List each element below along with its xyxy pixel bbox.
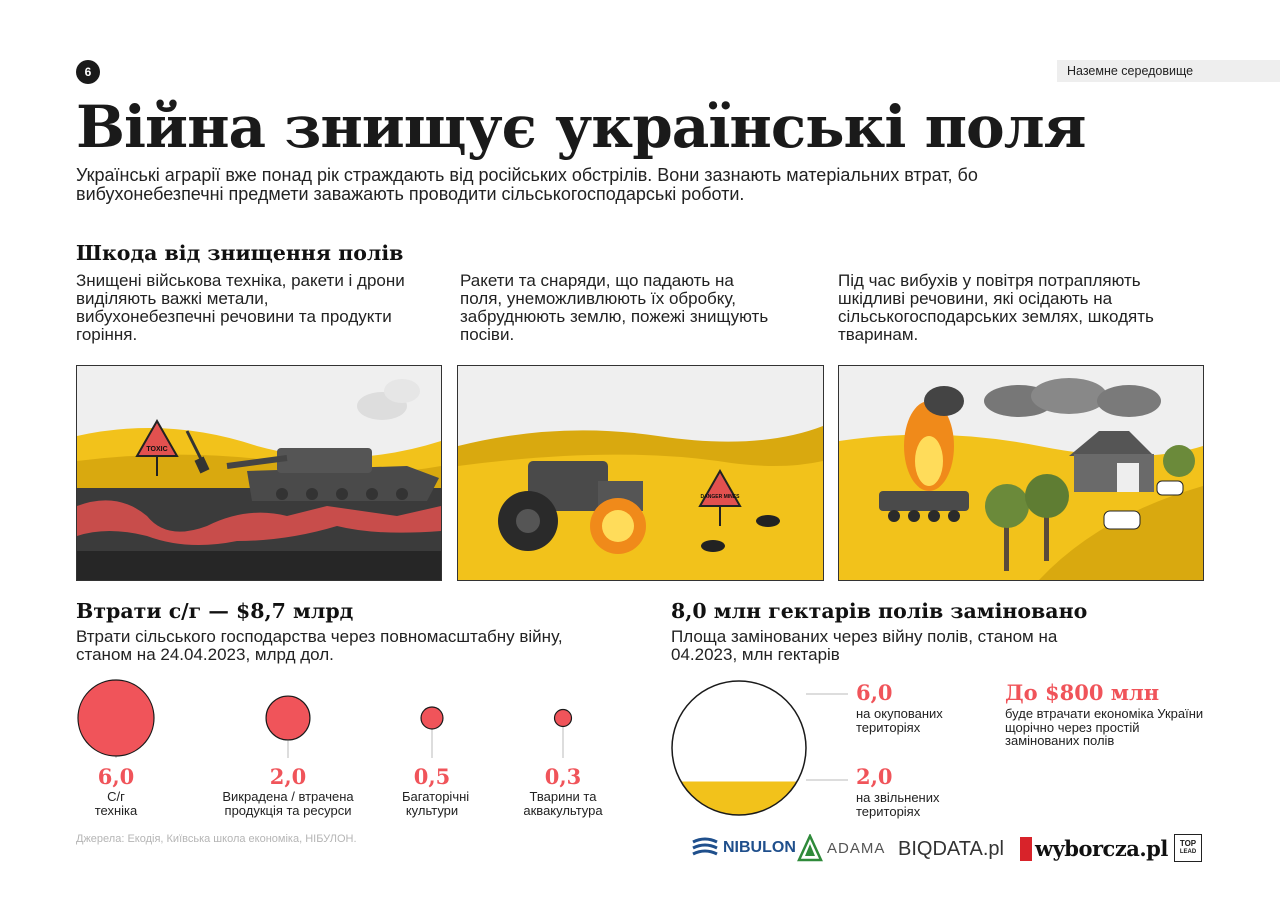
- page-number: 6: [76, 60, 100, 84]
- losses-bubble-chart: [70, 670, 630, 770]
- logo-toplead: [1174, 834, 1202, 862]
- toxic-sign-label: TOXIC: [146, 446, 168, 453]
- occupied-label: на окупованих територіях: [856, 706, 943, 735]
- occupied-value: 6,0: [856, 680, 893, 705]
- bubble-value-2: 2,0: [269, 764, 307, 789]
- liberated-label: на звільнених територіях: [856, 790, 940, 819]
- bubble-label-2: Викрадена / втрачена продукція та ресурси: [222, 789, 354, 818]
- toplead-text-2: LEAD: [1179, 849, 1197, 855]
- mined-heading: 8,0 млн гектарів полів заміновано: [671, 599, 1088, 623]
- logo-wyborcza: [1020, 836, 1168, 861]
- page-title: Війна знищує українські поля: [76, 93, 1086, 161]
- economy-value: До $800 млн: [1005, 680, 1160, 705]
- bubble-3: [421, 707, 443, 729]
- bubble-value-4: 0,3: [544, 764, 582, 789]
- nibulon-text: NIBULON: [723, 839, 796, 856]
- logo-biqdata: BIQDATA.pl: [898, 838, 1004, 860]
- bubble-label-4: Тварини та аквакультура: [523, 789, 603, 818]
- bubble-1: [78, 680, 154, 756]
- bubble-4: [555, 710, 572, 727]
- logo-adama: [797, 834, 885, 862]
- bubble-value-1: 6,0: [97, 764, 135, 789]
- lead-paragraph: Українські аграрії вже понад рік страждають від російських обстрілів. Вони зазнають матеріальних втрат, бо вибухонебезпечні предмети заважають проводити сільськогосподарські роботи.: [76, 165, 978, 204]
- mined-pie-chart: [660, 670, 860, 830]
- illustration-farm: [838, 365, 1204, 581]
- bubble-2: [266, 696, 310, 740]
- danger-sign-label: DANGER MINES: [700, 494, 740, 500]
- illustration-tractor: [457, 365, 824, 581]
- illustration-tank: [76, 365, 442, 581]
- damage-desc-1: Знищені військова техніка, ракети і дрони виділяють важкі метали, вибухонебезпечні речовини та продукти горіння.: [76, 271, 405, 344]
- bubble-value-3: 0,5: [413, 764, 451, 789]
- adama-text: ADAMA: [827, 839, 886, 857]
- wyborcza-text: wyborcza.pl: [1035, 836, 1168, 861]
- section-tag: Наземне середовище: [1057, 60, 1280, 82]
- adama-mark-icon: [797, 834, 823, 862]
- nibulon-mark-icon: [691, 834, 719, 862]
- economy-label: буде втрачати економіка України щорічно через простій замінованих полів: [1005, 706, 1204, 748]
- losses-heading: Втрати с/г — $8,7 млрд: [76, 599, 354, 623]
- bubble-label-3: Багаторічні культури: [402, 789, 470, 818]
- damage-desc-3: Під час вибухів у повітря потрапляють шкідливі речовини, які осідають на сільськогосподарських землях, шкодять тваринам.: [838, 271, 1154, 344]
- damage-heading: Шкода від знищення полів: [76, 241, 404, 265]
- bubble-label-1: С/г техніка: [94, 789, 138, 818]
- logo-nibulon: [691, 834, 796, 862]
- wyborcza-red-bar-icon: [1020, 837, 1032, 861]
- losses-subtitle: Втрати сільського господарства через повномасштабну війну, станом на 24.04.2023, млрд дол.: [76, 627, 563, 664]
- damage-desc-2: Ракети та снаряди, що падають на поля, унеможливлюють їх обробку, забруднюють землю, пожежі знищують посіви.: [460, 271, 769, 344]
- liberated-value: 2,0: [856, 764, 893, 789]
- mined-subtitle: Площа замінованих через війну полів, станом на 04.2023, млн гектарів: [671, 627, 1058, 664]
- toplead-text-1: TOP: [1179, 839, 1197, 848]
- source-note: Джерела: Екодія, Київська школа економіка, НІБУЛОН.: [76, 833, 357, 845]
